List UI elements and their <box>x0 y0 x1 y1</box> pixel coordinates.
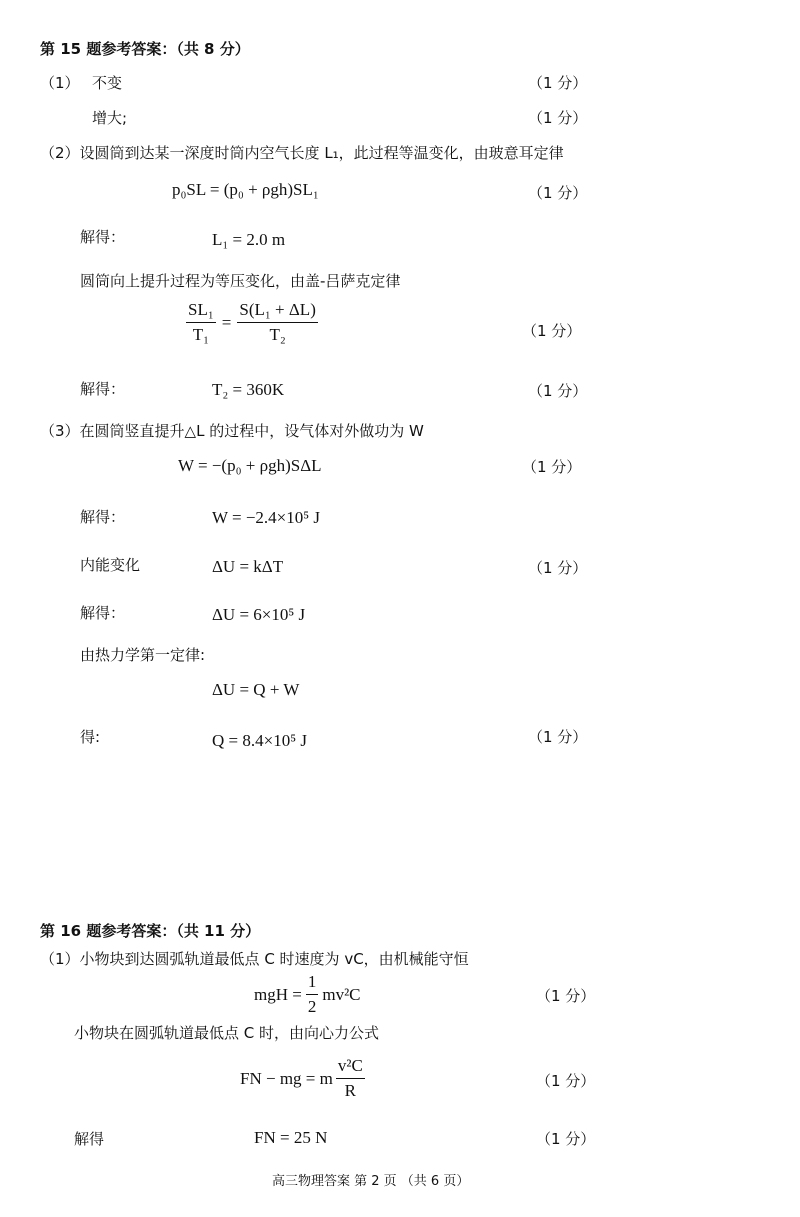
q15-part2-text2: 圆筒向上提升过程为等压变化，由盖-吕萨克定律 <box>80 272 401 290</box>
q16-half-den: 2 <box>307 997 317 1016</box>
q15-internal-energy-points: （1 分） <box>528 559 588 577</box>
q16-solve-label: 解得 <box>74 1130 105 1148</box>
q15-frac-left-den: T₁ <box>192 325 210 344</box>
q15-part1-a-points: （1 分） <box>528 74 588 92</box>
q15-solve-label-1: 解得： <box>80 228 126 246</box>
q15-work-equation: W = −(p₀ + ρgh)SΔL <box>178 456 322 475</box>
q15-solve-label-4: 解得： <box>80 604 126 622</box>
q15-frac-right <box>237 300 318 345</box>
q16-part1-text: （1）小物块到达圆弧轨道最低点 C 时速度为 vC，由机械能守恒 <box>40 950 469 968</box>
q15-solve-label-3: 解得： <box>80 508 126 526</box>
q15-solution-T2: T₂ = 360K <box>212 380 285 399</box>
q15-solution-W: W = −2.4×10⁵ J <box>212 508 321 527</box>
q16-energy-lhs: mgH = <box>254 984 302 1004</box>
q15-part2-text: （2）设圆筒到达某一深度时筒内空气长度 L₁，此过程等温变化，由玻意耳定律 <box>40 144 564 162</box>
q16-energy-rhs: mv²C <box>322 984 361 1004</box>
q15-boyle-points: （1 分） <box>528 184 588 202</box>
q15-boyle-lhs: p₀SL <box>172 180 206 199</box>
q16-part1-text2: 小物块在圆弧轨道最低点 C 时，由向心力公式 <box>74 1024 380 1042</box>
q15-part1-answer-a: 不变 <box>92 74 123 92</box>
q15-part1-answer-b: 增大; <box>92 109 128 127</box>
q16-centripetal-lhs: FN − mg = m <box>240 1068 333 1088</box>
q15-heading: 第 15 题参考答案：（共 8 分） <box>40 40 250 58</box>
q15-frac-right-num: S(L₁ + ΔL) <box>237 300 318 323</box>
q15-first-law-equation: ΔU = Q + W <box>212 680 300 699</box>
q16-heading: 第 16 题参考答案：（共 11 分） <box>40 922 261 940</box>
equals-sign: = <box>221 312 232 332</box>
q15-first-law-text: 由热力学第一定律: <box>80 646 206 664</box>
q15-boyle-equation <box>172 180 319 200</box>
q15-solution-dU: ΔU = 6×10⁵ J <box>212 605 306 624</box>
q15-part3-text: （3）在圆筒竖直提升△L 的过程中，设气体对外做功为 W <box>40 422 424 440</box>
q16-solution-FN-points: （1 分） <box>536 1130 596 1148</box>
q15-solution-T2-points: （1 分） <box>528 382 588 400</box>
q15-solution-Q: Q = 8.4×10⁵ J <box>212 731 307 750</box>
q16-energy-points: （1 分） <box>536 987 596 1005</box>
q16-half-num: 1 <box>306 972 319 995</box>
q16-centripetal-fraction <box>336 1056 365 1101</box>
q15-gay-lussac-equation <box>186 300 318 345</box>
q16-centripetal-equation <box>240 1056 365 1101</box>
q15-get-label: 得: <box>80 728 101 746</box>
q15-boyle-rhs: = (p₀ + ρgh)SL₁ <box>209 180 319 199</box>
q16-centripetal-den: R <box>344 1081 356 1100</box>
q15-internal-energy-label: 内能变化 <box>80 556 141 574</box>
q15-solution-L1: L₁ = 2.0 m <box>212 230 286 249</box>
q15-frac-right-den: T₂ <box>269 325 286 344</box>
q15-work-points: （1 分） <box>522 458 582 476</box>
q16-centripetal-num: v²C <box>336 1056 365 1079</box>
q15-frac-left <box>186 300 216 345</box>
q16-solution-FN: FN = 25 N <box>254 1128 328 1147</box>
q16-centripetal-points: （1 分） <box>536 1072 596 1090</box>
page-footer: 高三物理答案 第 2 页 （共 6 页） <box>272 1174 470 1189</box>
q15-solve-label-2: 解得： <box>80 380 126 398</box>
q15-internal-energy-equation: ΔU = kΔT <box>212 557 284 576</box>
q15-frac-left-num: SL₁ <box>186 300 216 323</box>
q16-half-fraction <box>306 972 319 1017</box>
q15-gay-lussac-points: （1 分） <box>522 322 582 340</box>
q16-energy-equation <box>254 972 361 1017</box>
q15-part1-b-points: （1 分） <box>528 109 588 127</box>
q15-solution-Q-points: （1 分） <box>528 728 588 746</box>
q15-part1-label: （1） <box>40 74 80 92</box>
